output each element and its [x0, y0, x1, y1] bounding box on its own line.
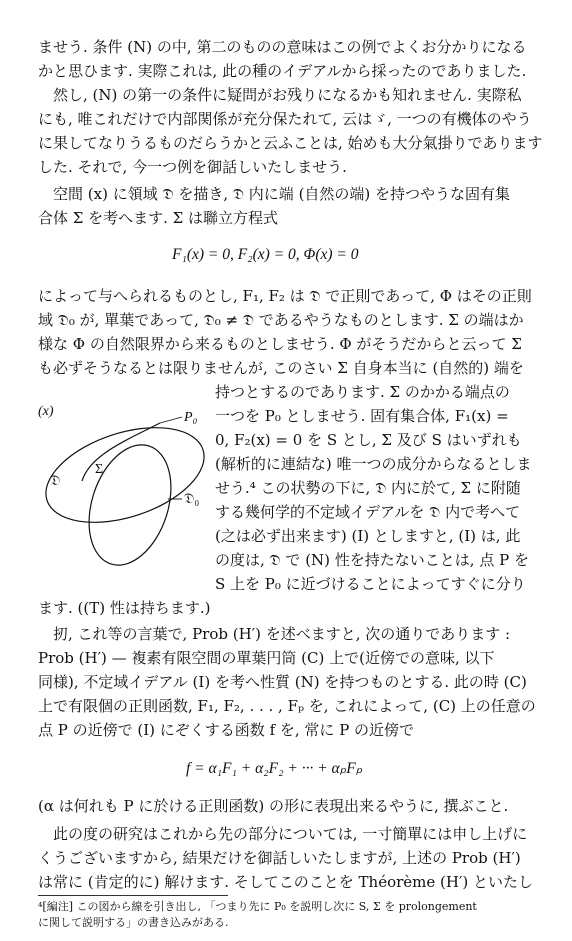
- text-line: 様な Φ の自然限界から来るものとしませう. Φ がそうだからと云って Σ: [38, 335, 522, 353]
- text-line: 然し, (N) の第一の条件に疑問がお残りになるかも知れません. 実際私: [53, 86, 522, 104]
- text-line: せう.⁴ この状勢の下に, 𝔇 内に於て, Σ に附随: [215, 479, 521, 497]
- figure-label-p0: P₀: [184, 410, 198, 425]
- text-line: 空間 (x) に領域 𝔇 を描き, 𝔇 内に端 (自然の端) を持つやうな固有集: [53, 185, 511, 203]
- footnote-line: ⁴[編注] この図から線を引き出し, 「つまり先に P₀ を説明し次に S, Σ を prolongement: [38, 900, 477, 913]
- figure-label-d: 𝔇: [50, 474, 61, 489]
- text-line: 此の度の研究はこれから先の部分については, 一寸簡單には申し上げに: [53, 825, 528, 843]
- text-line: 合体 Σ を考へます. Σ は聯立方程式: [38, 209, 279, 227]
- text-line: ませう. 条件 (N) の中, 第二のものの意味はこの例でよくお分かりになる: [38, 38, 527, 56]
- text-line: 扨, これ等の言葉で, Prob (H′) を述べますと, 次の通りであります :: [53, 625, 511, 643]
- p0-pointer-line: [160, 417, 182, 423]
- text-line: に果してなりうるものだらうかと云ふことは, 始めも大分氣掛りであります: [38, 134, 543, 152]
- text-line: によって与へられるものとし, F₁, F₂ は 𝔇 で正則であって, Φ はその正則: [38, 287, 532, 305]
- domain-d-boundary: [34, 410, 210, 541]
- text-line: 点 P の近傍で (I) にぞくする函数 f を, 常に P の近傍で: [38, 721, 415, 739]
- footnote-rule: [38, 895, 228, 896]
- text-line: (解析的に連結な) 唯一つの成分からなるとしま: [215, 455, 532, 473]
- text-line: 持つとするのであります. Σ のかかる端点の: [215, 383, 510, 401]
- text-line: する幾何学的不定域イデアルを 𝔇 内で考へて: [215, 503, 521, 521]
- text-line: にも, 唯これだけで内部関係が充分保たれて, 云はゞ, 一つの有機体のやう: [38, 110, 532, 128]
- text-line: 域 𝔇₀ が, 單葉であって, 𝔇₀ ≠ 𝔇 であるやうなものとします. Σ の端はか: [38, 311, 524, 329]
- domain-d0-boundary: [75, 434, 186, 575]
- text-line: 0, F₂(x) = 0 を S とし, Σ 及び S はいずれも: [215, 431, 522, 449]
- text-line: くうございますから, 結果だけを御話しいたしますが, 上述の Prob (H′): [38, 849, 521, 867]
- text-line: (之は必ず出来ます) (I) としますと, (I) は, 此: [215, 527, 521, 545]
- text-line: は常に (肯定的に) 解けます. そしてこのことを Théorème (H′) といたし: [38, 873, 533, 891]
- figure-label-sigma: Σ: [95, 462, 104, 477]
- footnote-line: に関して説明する」の書き込みがある.: [38, 916, 229, 929]
- text-line: の度は, 𝔇 で (N) 性を持たないことは, 点 P を: [215, 551, 529, 569]
- text-line: ます. ((T) 性は持ちます.): [38, 599, 211, 617]
- equation-representation: f = α₁F₁ + α₂F₂ + ··· + αₚFₚ: [186, 760, 363, 777]
- figure-label-space: (x): [38, 404, 54, 419]
- equation-system: F₁(x) = 0, F₂(x) = 0, Φ(x) = 0: [172, 246, 359, 263]
- text-line: かと思ひます. 実際これは, 此の種のイデアルから採ったのでありました.: [38, 62, 527, 80]
- text-line: S 上を P₀ に近づけることによってすぐに分り: [215, 575, 526, 593]
- text-line: 同様), 不定域イデアル (I) を考へ性質 (N) を持つものとする. 此の時 (C): [38, 673, 527, 691]
- text-line: (α は何れも P に於ける正則函数) の形に表現出来るやうに, 撰ぶこと.: [38, 797, 509, 815]
- text-line: 一つを P₀ としませう. 固有集合体, F₁(x) =: [215, 407, 509, 425]
- figure-label-d0: 𝔇₀: [184, 492, 200, 507]
- text-line: Prob (H′) — 複素有限空間の單葉円筒 (C) 上で(近傍での意味, 以下: [38, 649, 495, 667]
- text-line: 上で有限個の正則函数, F₁, F₂, . . . , Fₚ を, これによって, (C) 上の任意の: [38, 697, 536, 715]
- text-line: した. それで, 今一つ例を御話しいたしませう.: [38, 158, 347, 176]
- text-line: も必ずそうなるとは限りませんが, このさい Σ 自身本当に (自然的) 端を: [38, 359, 524, 377]
